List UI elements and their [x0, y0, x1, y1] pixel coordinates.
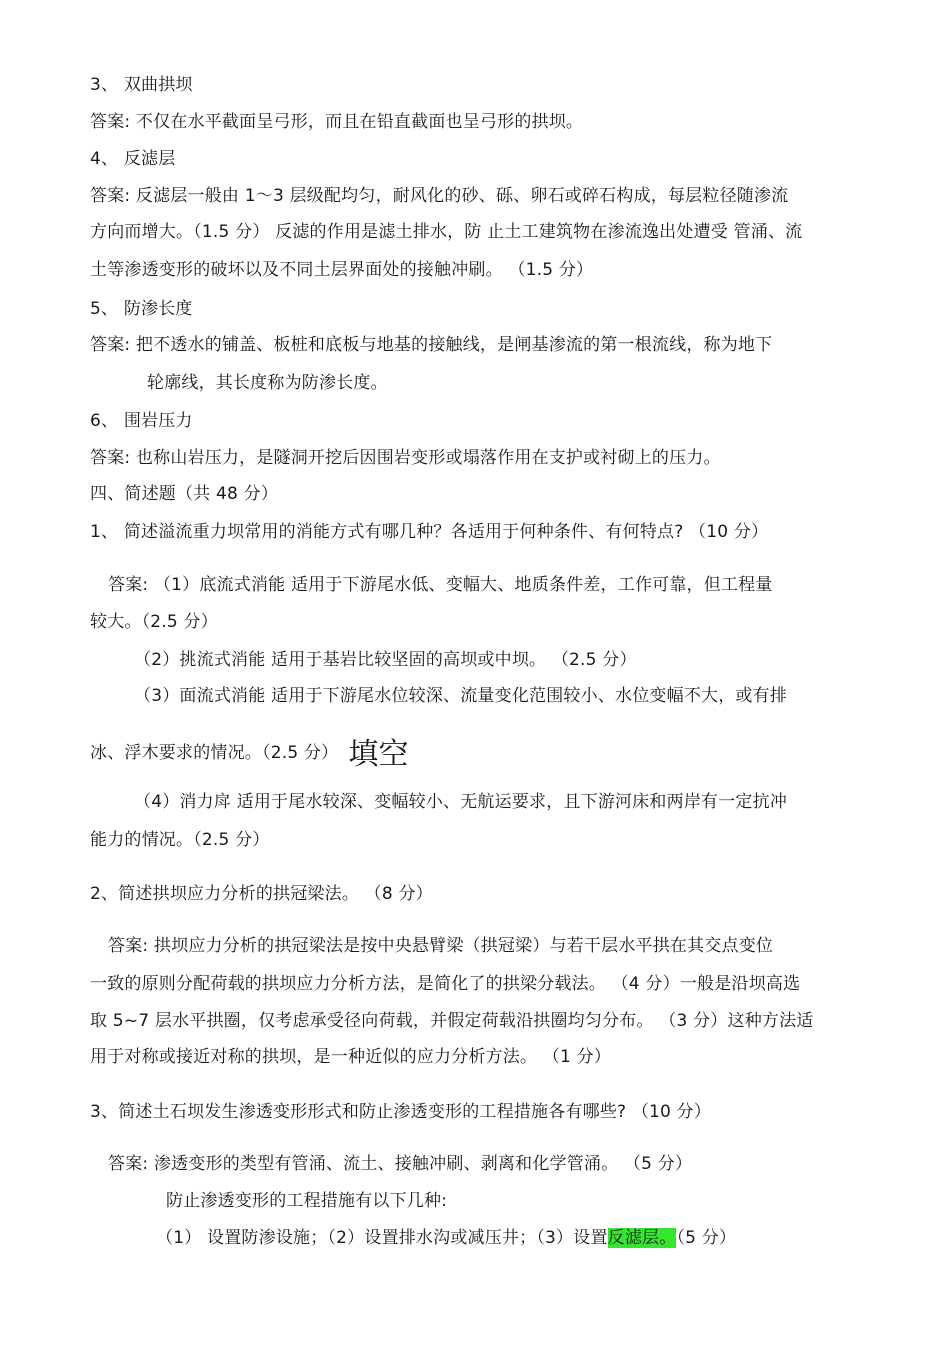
q1-answer-line-1: 答案: （1）底流式消能 适用于下游尾水低、变幅大、地质条件差，工作可靠，但工程量: [108, 575, 773, 595]
q2-answer-line-4: 用于对称或接近对称的拱坝，是一种近似的应力分析方法。 （1 分）: [90, 1047, 612, 1067]
term-title-4: 4、 反滤层: [90, 149, 176, 169]
term-title-3: 3、 双曲拱坝: [90, 75, 193, 95]
q1-answer-line-7: 能力的情况。（2.5 分）: [90, 830, 270, 850]
term-answer-4-line-2: 方向而增大。（1.5 分） 反滤的作用是滤土排水，防 止土工建筑物在渗流逸出处遭受 管涌、流: [90, 222, 803, 242]
highlighted-term: 反滤层。: [607, 1228, 677, 1248]
q2-answer-line-1: 答案: 拱坝应力分析的拱冠梁法是按中央悬臂梁（拱冠梁）与若干层水平拱在其交点变位: [108, 936, 774, 956]
q1-answer-line-6: （4）消力戽 适用于尾水较深、变幅较小、无航运要求，且下游河床和两岸有一定抗冲: [134, 792, 788, 812]
q1-answer-line-4: （3）面流式消能 适用于下游尾水位较深、流量变化范围较小、水位变幅不大，或有排: [134, 686, 788, 706]
q2-answer-line-2: 一致的原则分配荷载的拱坝应力分析方法，是简化了的拱梁分载法。 （4 分）一般是沿坝高选: [90, 974, 801, 994]
term-title-6: 6、 围岩压力: [90, 411, 193, 431]
q3-answer-line-2: 防止渗透变形的工程措施有以下几种:: [166, 1191, 448, 1211]
term-answer-5-line-2: 轮廓线，其长度称为防渗长度。: [147, 373, 388, 393]
term-answer-4-line-1: 答案: 反滤层一般由 1～3 层级配均匀，耐风化的砂、砾、卵石或碎石构成，每层粒径随渗流: [90, 186, 789, 206]
handwritten-note: 填空: [348, 737, 409, 772]
q3-measures-score: （5 分）: [676, 1228, 737, 1248]
q1-answer-line-3: （2）挑流式消能 适用于基岩比较坚固的高坝或中坝。 （2.5 分）: [134, 650, 637, 670]
q1-answer-line-5: 冰、浮木要求的情况。（2.5 分）: [90, 743, 339, 763]
term-title-5: 5、 防渗长度: [90, 299, 193, 319]
question-1: 1、 简述溢流重力坝常用的消能方式有哪几种？各适用于何种条件、有何特点? （10 分）: [90, 522, 769, 542]
question-3: 3、简述土石坝发生渗透变形形式和防止渗透变形的工程措施各有哪些? （10 分）: [90, 1102, 712, 1122]
term-answer-4-line-3: 土等渗透变形的破坏以及不同土层界面处的接触冲刷。 （1.5 分）: [90, 260, 594, 280]
question-2: 2、简述拱坝应力分析的拱冠梁法。 （8 分）: [90, 884, 433, 904]
term-answer-6: 答案: 也称山岩压力，是隧洞开挖后因围岩变形或塌落作用在支护或衬砌上的压力。: [90, 448, 721, 468]
section-heading: 四、简述题（共 48 分）: [90, 484, 279, 504]
term-answer-5-line-1: 答案: 把不透水的铺盖、板桩和底板与地基的接触线，是闸基渗流的第一根流线，称为地下: [90, 335, 773, 355]
q3-answer-line-3: [156, 1227, 736, 1249]
q1-answer-line-2: 较大。（2.5 分）: [90, 612, 218, 632]
q2-answer-line-3: 取 5~7 层水平拱圈，仅考虑承受径向荷载，并假定荷载沿拱圈均匀分布。 （3 分）这种方法适: [90, 1011, 814, 1031]
q3-answer-line-1: 答案: 渗透变形的类型有管涌、流土、接触冲刷、剥离和化学管涌。 （5 分）: [108, 1154, 693, 1174]
q3-measures-text: （1） 设置防渗设施；（2）设置排水沟或减压井；（3）设置: [156, 1228, 608, 1248]
term-answer-3: 答案: 不仅在水平截面呈弓形，而且在铅直截面也呈弓形的拱坝。: [90, 112, 584, 132]
q1-answer-line-5-row: [90, 738, 409, 772]
